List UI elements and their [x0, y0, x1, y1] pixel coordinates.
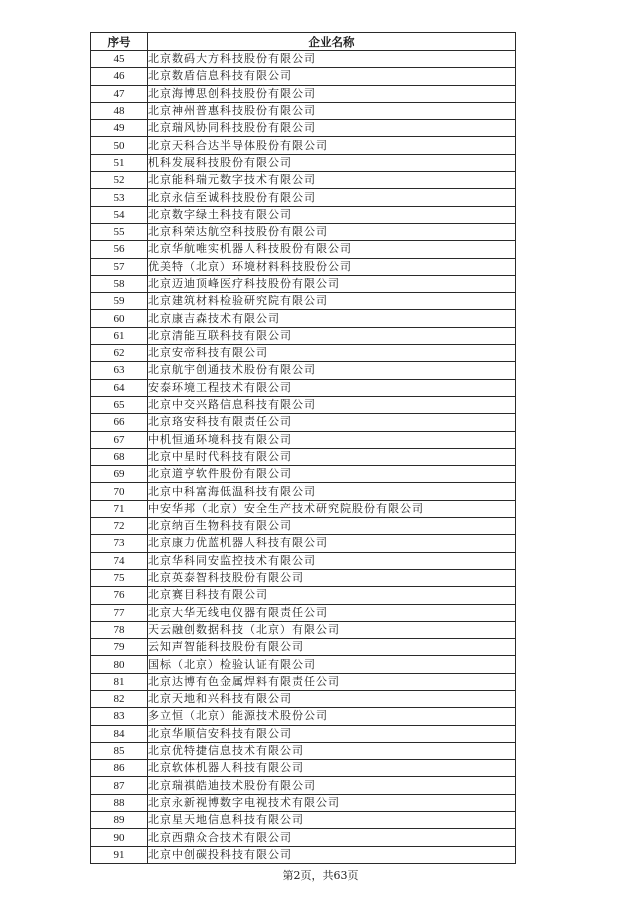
row-company-name: 天云融创数据科技（北京）有限公司 [148, 621, 516, 638]
table-row [91, 587, 516, 604]
row-company-name: 北京瑞祺皓迪技术股份有限公司 [148, 777, 516, 794]
row-index: 83 [91, 708, 148, 725]
row-index: 50 [91, 137, 148, 154]
row-index: 52 [91, 172, 148, 189]
row-index: 51 [91, 154, 148, 171]
row-company-name: 国标（北京）检验认证有限公司 [148, 656, 516, 673]
table-row [91, 172, 516, 189]
table-row [91, 396, 516, 413]
row-company-name: 北京中交兴路信息科技有限公司 [148, 396, 516, 413]
row-company-name: 北京数字绿土科技有限公司 [148, 206, 516, 223]
row-index: 73 [91, 535, 148, 552]
table-row [91, 483, 516, 500]
table-row [91, 569, 516, 586]
table-row [91, 673, 516, 690]
table-row [91, 466, 516, 483]
row-company-name: 北京星天地信息科技有限公司 [148, 812, 516, 829]
table-row [91, 362, 516, 379]
row-index: 63 [91, 362, 148, 379]
row-company-name: 北京康力优蓝机器人科技有限公司 [148, 535, 516, 552]
row-company-name: 北京达博有色金属焊料有限责任公司 [148, 673, 516, 690]
row-company-name: 北京数盾信息科技有限公司 [148, 68, 516, 85]
header-index: 序号 [91, 33, 148, 51]
row-index: 64 [91, 379, 148, 396]
table-row [91, 258, 516, 275]
row-company-name: 北京珞安科技有限责任公司 [148, 414, 516, 431]
row-index: 82 [91, 690, 148, 707]
row-company-name: 北京天科合达半导体股份有限公司 [148, 137, 516, 154]
row-company-name: 北京清能互联科技有限公司 [148, 327, 516, 344]
row-index: 77 [91, 604, 148, 621]
row-index: 90 [91, 829, 148, 846]
table-row [91, 414, 516, 431]
company-list-table [90, 32, 516, 864]
row-index: 81 [91, 673, 148, 690]
row-company-name: 北京海博思创科技股份有限公司 [148, 85, 516, 102]
table-row [91, 120, 516, 137]
table-row [91, 293, 516, 310]
table-header-row [91, 33, 516, 51]
table-row [91, 154, 516, 171]
row-index: 87 [91, 777, 148, 794]
row-index: 78 [91, 621, 148, 638]
row-company-name: 北京中科富海低温科技有限公司 [148, 483, 516, 500]
table-row [91, 345, 516, 362]
row-company-name: 北京瑞风协同科技股份有限公司 [148, 120, 516, 137]
header-company-name: 企业名称 [148, 33, 516, 51]
row-index: 53 [91, 189, 148, 206]
table-row [91, 760, 516, 777]
row-index: 85 [91, 742, 148, 759]
row-index: 48 [91, 102, 148, 119]
row-company-name: 北京赛目科技有限公司 [148, 587, 516, 604]
row-company-name: 北京华航唯实机器人科技股份有限公司 [148, 241, 516, 258]
row-index: 74 [91, 552, 148, 569]
table-row [91, 518, 516, 535]
row-company-name: 北京建筑材料检验研究院有限公司 [148, 293, 516, 310]
row-company-name: 北京英泰智科技股份有限公司 [148, 569, 516, 586]
row-company-name: 北京康吉森技术有限公司 [148, 310, 516, 327]
table-row [91, 206, 516, 223]
row-company-name: 机科发展科技股份有限公司 [148, 154, 516, 171]
row-index: 54 [91, 206, 148, 223]
row-index: 72 [91, 518, 148, 535]
table-row [91, 621, 516, 638]
row-company-name: 北京天地和兴科技有限公司 [148, 690, 516, 707]
table-row [91, 137, 516, 154]
table-row [91, 812, 516, 829]
table-row [91, 327, 516, 344]
table-row [91, 829, 516, 846]
table-row [91, 85, 516, 102]
row-index: 55 [91, 223, 148, 240]
table-row [91, 656, 516, 673]
row-index: 59 [91, 293, 148, 310]
row-company-name: 北京中星时代科技有限公司 [148, 448, 516, 465]
row-index: 46 [91, 68, 148, 85]
table-row [91, 241, 516, 258]
table-row [91, 102, 516, 119]
row-index: 66 [91, 414, 148, 431]
row-company-name: 北京中创碳投科技有限公司 [148, 846, 516, 863]
table-row [91, 68, 516, 85]
row-company-name: 云知声智能科技股份有限公司 [148, 639, 516, 656]
row-index: 91 [91, 846, 148, 863]
table-row [91, 223, 516, 240]
row-index: 47 [91, 85, 148, 102]
row-index: 69 [91, 466, 148, 483]
row-index: 65 [91, 396, 148, 413]
row-company-name: 北京神州普惠科技股份有限公司 [148, 102, 516, 119]
table-row [91, 535, 516, 552]
row-company-name: 北京道亨软件股份有限公司 [148, 466, 516, 483]
table-row [91, 794, 516, 811]
row-index: 49 [91, 120, 148, 137]
table-body [91, 51, 516, 864]
table-row [91, 448, 516, 465]
row-company-name: 北京华科同安监控技术有限公司 [148, 552, 516, 569]
row-company-name: 北京纳百生物科技有限公司 [148, 518, 516, 535]
row-index: 88 [91, 794, 148, 811]
row-index: 62 [91, 345, 148, 362]
table-row [91, 604, 516, 621]
row-company-name: 中机恒通环境科技有限公司 [148, 431, 516, 448]
table-row [91, 777, 516, 794]
row-company-name: 北京迈迪顶峰医疗科技股份有限公司 [148, 275, 516, 292]
row-index: 56 [91, 241, 148, 258]
row-index: 76 [91, 587, 148, 604]
row-company-name: 北京安帝科技有限公司 [148, 345, 516, 362]
row-index: 58 [91, 275, 148, 292]
row-company-name: 北京永新视博数字电视技术有限公司 [148, 794, 516, 811]
row-index: 75 [91, 569, 148, 586]
page-footer: 第2页，共63页 [282, 869, 359, 882]
row-company-name: 北京华顺信安科技有限公司 [148, 725, 516, 742]
row-index: 61 [91, 327, 148, 344]
row-index: 79 [91, 639, 148, 656]
row-index: 57 [91, 258, 148, 275]
row-company-name: 优美特（北京）环境材料科技股份公司 [148, 258, 516, 275]
row-company-name: 北京航宇创通技术股份有限公司 [148, 362, 516, 379]
row-index: 70 [91, 483, 148, 500]
table-row [91, 846, 516, 863]
table-row [91, 275, 516, 292]
table-row [91, 431, 516, 448]
table-row [91, 725, 516, 742]
row-index: 84 [91, 725, 148, 742]
row-company-name: 多立恒（北京）能源技术股份公司 [148, 708, 516, 725]
table-row [91, 742, 516, 759]
row-index: 86 [91, 760, 148, 777]
table-row [91, 500, 516, 517]
row-index: 45 [91, 51, 148, 68]
table-row [91, 552, 516, 569]
row-company-name: 中安华邦（北京）安全生产技术研究院股份有限公司 [148, 500, 516, 517]
table-row [91, 708, 516, 725]
row-index: 68 [91, 448, 148, 465]
row-company-name: 北京永信至诚科技股份有限公司 [148, 189, 516, 206]
row-company-name: 北京科荣达航空科技股份有限公司 [148, 223, 516, 240]
row-index: 89 [91, 812, 148, 829]
row-index: 71 [91, 500, 148, 517]
row-index: 67 [91, 431, 148, 448]
row-company-name: 北京软体机器人科技有限公司 [148, 760, 516, 777]
row-company-name: 北京能科瑞元数字技术有限公司 [148, 172, 516, 189]
row-company-name: 安泰环境工程技术有限公司 [148, 379, 516, 396]
row-company-name: 北京西鼎众合技术有限公司 [148, 829, 516, 846]
table-row [91, 189, 516, 206]
table-row [91, 310, 516, 327]
table-row [91, 690, 516, 707]
row-company-name: 北京数码大方科技股份有限公司 [148, 51, 516, 68]
row-company-name: 北京大华无线电仪器有限责任公司 [148, 604, 516, 621]
row-index: 60 [91, 310, 148, 327]
table-row [91, 51, 516, 68]
row-index: 80 [91, 656, 148, 673]
table-row [91, 639, 516, 656]
row-company-name: 北京优特捷信息技术有限公司 [148, 742, 516, 759]
table-row [91, 379, 516, 396]
